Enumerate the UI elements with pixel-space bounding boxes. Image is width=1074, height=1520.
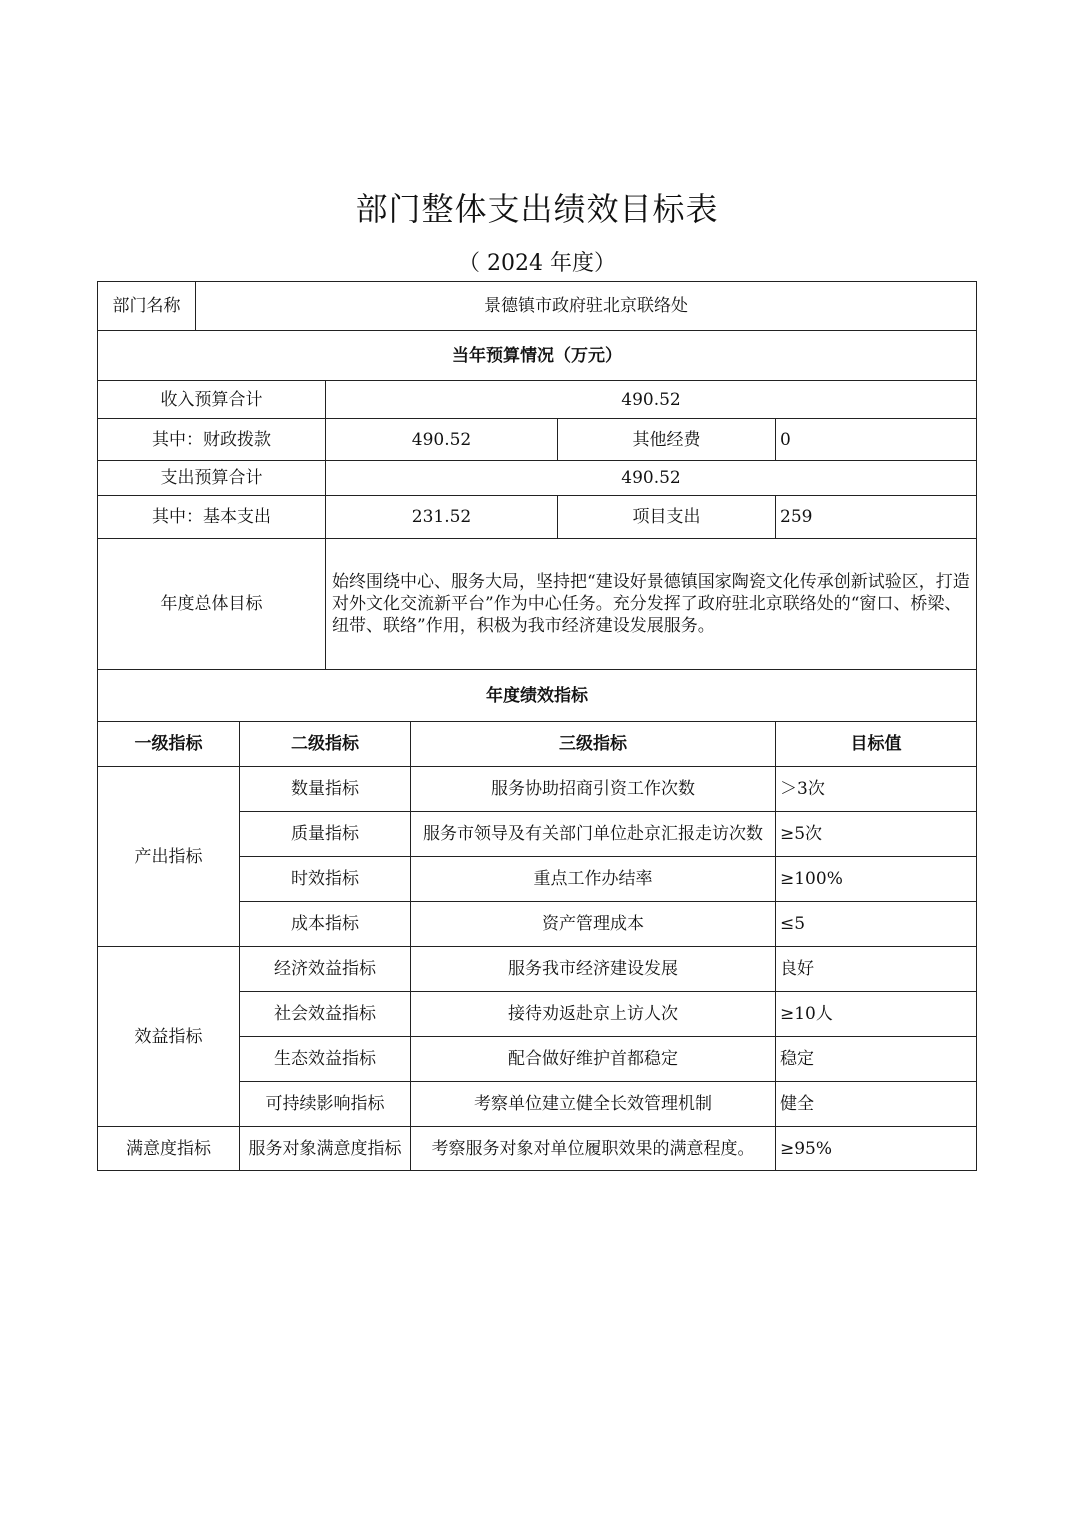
table-row <box>98 947 977 992</box>
level1-output: 产出指标 <box>98 767 240 947</box>
year-subtitle: （ 2024 年度） <box>458 251 616 276</box>
expense-total-value: 490.52 <box>326 461 977 496</box>
indicator-header-row <box>98 722 977 767</box>
project-label: 项目支出 <box>558 496 776 539</box>
income-total-label: 收入预算合计 <box>98 381 326 419</box>
target-cell: 良好 <box>776 947 977 992</box>
level1-satisfaction: 满意度指标 <box>98 1127 240 1171</box>
indicator-section-title: 年度绩效指标 <box>98 670 977 722</box>
expense-total-row <box>98 461 977 496</box>
target-cell: ＞3次 <box>776 767 977 812</box>
level3-cell: 服务市领导及有关部门单位赴京汇报走访次数 <box>411 812 776 857</box>
project-value: 259 <box>776 496 977 539</box>
header-target: 目标值 <box>776 722 977 767</box>
level3-cell: 服务我市经济建设发展 <box>411 947 776 992</box>
target-cell: ≥100% <box>776 857 977 902</box>
income-total-value: 490.52 <box>326 381 977 419</box>
budget-section-row <box>98 331 977 381</box>
level2-cell: 数量指标 <box>240 767 411 812</box>
budget-table <box>97 281 977 722</box>
indicator-table <box>97 721 977 1171</box>
dept-value: 景德镇市政府驻北京联络处 <box>196 282 977 331</box>
other-label: 其他经费 <box>558 419 776 461</box>
target-cell: 健全 <box>776 1082 977 1127</box>
level2-cell: 时效指标 <box>240 857 411 902</box>
level3-cell: 服务协助招商引资工作次数 <box>411 767 776 812</box>
expense-total-label: 支出预算合计 <box>98 461 326 496</box>
level3-cell: 配合做好维护首都稳定 <box>411 1037 776 1082</box>
indicator-section-row <box>98 670 977 722</box>
goal-row <box>98 539 977 670</box>
budget-section-title: 当年预算情况（万元） <box>98 331 977 381</box>
level2-cell: 可持续影响指标 <box>240 1082 411 1127</box>
level2-cell: 社会效益指标 <box>240 992 411 1037</box>
fiscal-row <box>98 419 977 461</box>
page-title: 部门整体支出绩效目标表 <box>355 190 719 228</box>
goal-label: 年度总体目标 <box>98 539 326 670</box>
fiscal-value: 490.52 <box>326 419 558 461</box>
target-cell: ≥5次 <box>776 812 977 857</box>
target-cell: 稳定 <box>776 1037 977 1082</box>
target-cell: ≥10人 <box>776 992 977 1037</box>
fiscal-label: 其中：财政拨款 <box>98 419 326 461</box>
table-row <box>98 767 977 812</box>
level2-cell: 服务对象满意度指标 <box>240 1127 411 1171</box>
level3-cell: 接待劝返赴京上访人次 <box>411 992 776 1037</box>
level3-cell: 重点工作办结率 <box>411 857 776 902</box>
level2-cell: 成本指标 <box>240 902 411 947</box>
level2-cell: 经济效益指标 <box>240 947 411 992</box>
basic-row <box>98 496 977 539</box>
level3-cell: 资产管理成本 <box>411 902 776 947</box>
target-cell: ≥95% <box>776 1127 977 1171</box>
header-level3: 三级指标 <box>411 722 776 767</box>
header-level2: 二级指标 <box>240 722 411 767</box>
level3-cell: 考察服务对象对单位履职效果的满意程度。 <box>411 1127 776 1171</box>
target-cell: ≤5 <box>776 902 977 947</box>
other-value: 0 <box>776 419 977 461</box>
income-total-row <box>98 381 977 419</box>
header-level1: 一级指标 <box>98 722 240 767</box>
dept-label: 部门名称 <box>98 282 196 331</box>
basic-value: 231.52 <box>326 496 558 539</box>
level2-cell: 质量指标 <box>240 812 411 857</box>
table-row <box>98 1127 977 1171</box>
level2-cell: 生态效益指标 <box>240 1037 411 1082</box>
dept-row <box>98 282 977 331</box>
level1-benefit: 效益指标 <box>98 947 240 1127</box>
basic-label: 其中：基本支出 <box>98 496 326 539</box>
level3-cell: 考察单位建立健全长效管理机制 <box>411 1082 776 1127</box>
goal-text: 始终围绕中心、服务大局，坚持把“建设好景德镇国家陶瓷文化传承创新试验区，打造对外文化交流新平台”作为中心任务。充分发挥了政府驻北京联络处的“窗口、桥梁、纽带、联络”作用，积极为我市经济建设发展服务。 <box>326 539 977 670</box>
